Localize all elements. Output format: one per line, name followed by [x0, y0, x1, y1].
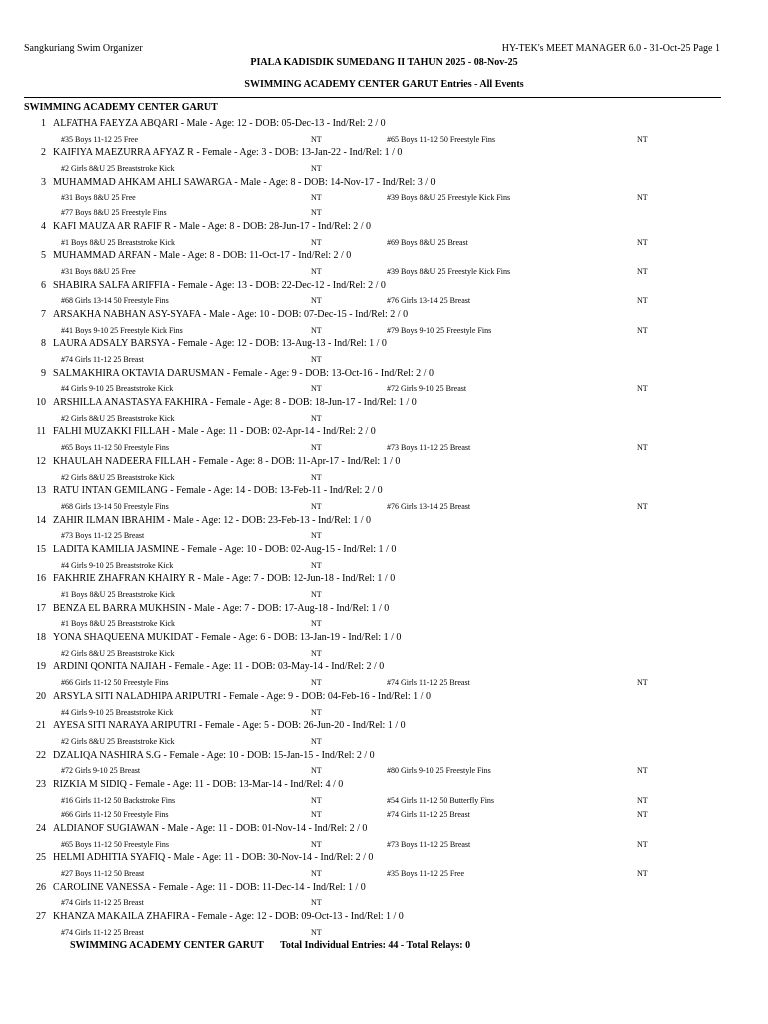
event-line — [0, 528, 768, 543]
swimmer-entry — [0, 176, 768, 220]
entry-number: 12 — [36, 455, 46, 467]
swimmer-line — [0, 719, 768, 734]
event-name: #4 Girls 9-10 25 Breaststroke Kick — [61, 707, 174, 717]
seed-time: NT — [311, 590, 322, 599]
event-line — [0, 205, 768, 220]
event-name: #74 Girls 11-12 25 Breast — [61, 927, 144, 937]
swimmer-details: KHAULAH NADEERA FILLAH - Female - Age: 8 - DOB: 11-Apr-17 - Ind/Rel: 1 / 0 — [53, 455, 401, 467]
entry-number: 7 — [41, 308, 46, 320]
swimmer-entry — [0, 367, 768, 396]
entry-number: 27 — [36, 911, 46, 923]
seed-time: NT — [311, 134, 322, 144]
organizer-name: Sangkuriang Swim Organizer — [24, 43, 143, 54]
event-line — [0, 866, 768, 881]
swimmer-line — [0, 631, 768, 646]
entry-number: 25 — [36, 852, 46, 864]
swimmer-entry — [0, 660, 768, 689]
seed-time: NT — [311, 927, 322, 937]
seed-time: NT — [311, 325, 322, 335]
swimmer-entry — [0, 514, 768, 543]
swimmer-entry — [0, 690, 768, 719]
event-name: #54 Girls 11-12 50 Butterfly Fins — [387, 795, 495, 805]
seed-time: NT — [311, 795, 322, 805]
event-line — [0, 734, 768, 749]
swimmer-line — [0, 279, 768, 294]
event-name: #2 Girls 8&U 25 Breaststroke Kick — [61, 413, 175, 423]
seed-time: NT — [311, 839, 322, 849]
event-name: #16 Girls 11-12 50 Backstroke Fins — [61, 795, 176, 805]
event-line — [0, 558, 768, 573]
event-name: #79 Boys 9-10 25 Freestyle Fins — [387, 325, 492, 335]
seed-time: NT — [637, 839, 648, 849]
entry-number: 16 — [36, 573, 46, 585]
entries-list — [0, 117, 768, 940]
event-line — [0, 646, 768, 661]
swimmer-line — [0, 881, 768, 896]
swimmer-line — [0, 660, 768, 675]
swimmer-details: KAIFIYA MAEZURRA AFYAZ R - Female - Age: 3 - DOB: 13-Jan-22 - Ind/Rel: 1 / 0 — [53, 147, 403, 159]
event-line — [0, 190, 768, 205]
event-line — [0, 293, 768, 308]
event-name: #66 Girls 11-12 50 Freestyle Fins — [61, 810, 169, 820]
seed-time: NT — [311, 355, 322, 364]
event-name: #31 Boys 8&U 25 Free — [61, 266, 136, 276]
entry-number: 6 — [41, 279, 46, 291]
event-line — [0, 837, 768, 852]
event-name: #69 Boys 8&U 25 Breast — [387, 237, 468, 247]
event-name: #2 Girls 8&U 25 Breaststroke Kick — [61, 648, 175, 658]
event-name: #27 Boys 11-12 50 Breast — [61, 869, 145, 879]
swimmer-entry — [0, 279, 768, 308]
swimmer-entry — [0, 881, 768, 910]
seed-time: NT — [637, 237, 648, 247]
swimmer-entry — [0, 425, 768, 454]
seed-time: NT — [637, 501, 648, 511]
entry-number: 5 — [41, 250, 46, 262]
event-line — [0, 895, 768, 910]
event-name: #74 Girls 11-12 25 Breast — [387, 810, 470, 820]
seed-time: NT — [311, 678, 322, 688]
event-name: #65 Boys 11-12 50 Freestyle Fins — [61, 443, 169, 453]
event-line — [0, 352, 768, 367]
seed-time: NT — [637, 766, 648, 776]
meet-title: PIALA KADISDIK SUMEDANG II TAHUN 2025 - 08-Nov-25 — [250, 57, 518, 68]
seed-time: NT — [311, 384, 322, 394]
event-name: #68 Girls 13-14 50 Freestyle Fins — [61, 296, 169, 306]
swimmer-details: FALHI MUZAKKI FILLAH - Male - Age: 11 - DOB: 02-Apr-14 - Ind/Rel: 2 / 0 — [53, 426, 376, 438]
event-name: #1 Boys 8&U 25 Breaststroke Kick — [61, 619, 175, 629]
seed-time: NT — [311, 164, 322, 174]
event-name: #80 Girls 9-10 25 Freestyle Fins — [387, 766, 491, 776]
entry-number: 24 — [36, 823, 46, 834]
seed-time: NT — [311, 413, 322, 423]
seed-time: NT — [637, 810, 648, 820]
swimmer-line — [0, 749, 768, 764]
seed-time: NT — [637, 795, 648, 805]
event-name: #65 Boys 11-12 50 Freestyle Fins — [387, 134, 495, 144]
event-name: #72 Girls 9-10 25 Breast — [61, 766, 141, 776]
swimmer-details: ARSAKHA NABHAN ASY-SYAFA - Male - Age: 10 - DOB: 07-Dec-15 - Ind/Rel: 2 / 0 — [53, 308, 409, 320]
swimmer-entry — [0, 543, 768, 572]
swimmer-entry — [0, 484, 768, 513]
swimmer-entry — [0, 910, 768, 939]
entry-number: 9 — [41, 367, 46, 379]
swimmer-line — [0, 396, 768, 411]
event-name: #72 Girls 9-10 25 Breast — [387, 384, 467, 394]
event-name: #2 Girls 8&U 25 Breaststroke Kick — [61, 164, 175, 174]
event-name: #74 Girls 11-12 25 Breast — [61, 355, 144, 364]
swimmer-entry — [0, 602, 768, 631]
swimmer-entry — [0, 220, 768, 249]
seed-time: NT — [637, 678, 648, 688]
event-name: #35 Boys 11-12 25 Free — [387, 869, 465, 879]
swimmer-entry — [0, 778, 768, 822]
swimmer-entry — [0, 308, 768, 337]
event-name: #2 Girls 8&U 25 Breaststroke Kick — [61, 472, 175, 482]
swimmer-details: ARSHILLA ANASTASYA FAKHIRA - Female - Age: 8 - DOB: 18-Jun-17 - Ind/Rel: 1 / 0 — [53, 397, 417, 409]
swimmer-entry — [0, 631, 768, 660]
entry-number: 3 — [41, 176, 46, 188]
seed-time: NT — [311, 736, 322, 746]
swimmer-details: FAKHRIE ZHAFRAN KHAIRY R - Male - Age: 7 - DOB: 12-Jun-18 - Ind/Rel: 1 / 0 — [53, 573, 396, 585]
swimmer-entry — [0, 146, 768, 175]
seed-time: NT — [311, 472, 322, 482]
swimmer-details: YONA SHAQUEENA MUKIDAT - Female - Age: 6 - DOB: 13-Jan-19 - Ind/Rel: 1 / 0 — [53, 632, 402, 644]
entry-number: 20 — [36, 690, 46, 702]
swimmer-details: ARSYLA SITI NALADHIPA ARIPUTRI - Female - Age: 9 - DOB: 04-Feb-16 - Ind/Rel: 1 / 0 — [53, 690, 431, 702]
swimmer-entry — [0, 117, 768, 146]
seed-time: NT — [637, 443, 648, 453]
swimmer-line — [0, 514, 768, 529]
seed-time: NT — [637, 296, 648, 306]
event-name: #1 Boys 8&U 25 Breaststroke Kick — [61, 590, 175, 599]
event-line — [0, 587, 768, 602]
entry-number: 4 — [41, 220, 46, 232]
swimmer-line — [0, 117, 768, 132]
event-line — [0, 616, 768, 631]
swimmer-details: KHANZA MAKAILA ZHAFIRA - Female - Age: 12 - DOB: 09-Oct-13 - Ind/Rel: 1 / 0 — [53, 911, 404, 923]
swimmer-details: CAROLINE VANESSA - Female - Age: 11 - DOB: 11-Dec-14 - Ind/Rel: 1 / 0 — [53, 881, 366, 893]
swimmer-details: ARDINI QONITA NAJIAH - Female - Age: 11 - DOB: 03-May-14 - Ind/Rel: 2 / 0 — [53, 661, 385, 673]
event-name: #41 Boys 9-10 25 Freestyle Kick Fins — [61, 325, 183, 335]
entry-number: 10 — [36, 397, 46, 409]
seed-time: NT — [637, 134, 648, 144]
event-line — [0, 381, 768, 396]
swimmer-line — [0, 176, 768, 191]
software-version: HY-TEK's MEET MANAGER 6.0 - 31-Oct-25 Page 1 — [501, 43, 720, 54]
swimmer-details: RIZKIA M SIDIQ - Female - Age: 11 - DOB: 13-Mar-14 - Ind/Rel: 4 / 0 — [53, 778, 344, 790]
swimmer-details: AYESA SITI NARAYA ARIPUTRI - Female - Age: 5 - DOB: 26-Jun-20 - Ind/Rel: 1 / 0 — [53, 720, 406, 732]
seed-time: NT — [311, 193, 322, 203]
swimmer-line — [0, 572, 768, 587]
swimmer-line — [0, 146, 768, 161]
swimmer-line — [0, 602, 768, 617]
seed-time: NT — [311, 869, 322, 879]
event-line — [0, 925, 768, 940]
swimmer-line — [0, 337, 768, 352]
seed-time: NT — [311, 443, 322, 453]
event-name: #74 Girls 11-12 25 Breast — [387, 678, 470, 688]
event-line — [0, 161, 768, 176]
swimmer-details: KAFI MAUZA AR RAFIF R - Male - Age: 8 - DOB: 28-Jun-17 - Ind/Rel: 2 / 0 — [53, 220, 372, 232]
event-name: #76 Girls 13-14 25 Breast — [387, 296, 471, 306]
swimmer-details: ALFATHA FAEYZA ABQARI - Male - Age: 12 - DOB: 05-Dec-13 - Ind/Rel: 2 / 0 — [53, 118, 386, 129]
event-name: #66 Girls 11-12 50 Freestyle Fins — [61, 678, 169, 688]
seed-time: NT — [311, 296, 322, 306]
swimmer-entry — [0, 572, 768, 601]
event-line — [0, 470, 768, 485]
event-name: #77 Boys 8&U 25 Freestyle Fins — [61, 208, 167, 218]
swimmer-details: LADITA KAMILIA JASMINE - Female - Age: 10 - DOB: 02-Aug-15 - Ind/Rel: 1 / 0 — [53, 543, 397, 555]
swimmer-line — [0, 690, 768, 705]
event-name: #73 Boys 11-12 25 Breast — [61, 531, 145, 541]
report-title: SWIMMING ACADEMY CENTER GARUT Entries - All Events — [244, 79, 524, 90]
swimmer-entry — [0, 749, 768, 778]
swimmer-line — [0, 220, 768, 235]
event-name: #31 Boys 8&U 25 Free — [61, 193, 136, 203]
swimmer-line — [0, 543, 768, 558]
event-name: #76 Girls 13-14 25 Breast — [387, 501, 471, 511]
swimmer-entry — [0, 249, 768, 278]
entry-number: 2 — [41, 147, 46, 159]
event-line — [0, 132, 768, 147]
swimmer-details: SALMAKHIRA OKTAVIA DARUSMAN - Female - Age: 9 - DOB: 13-Oct-16 - Ind/Rel: 2 / 0 — [53, 367, 434, 379]
entry-number: 23 — [36, 778, 46, 790]
seed-time: NT — [311, 766, 322, 776]
seed-time: NT — [311, 810, 322, 820]
entry-number: 11 — [36, 426, 46, 438]
seed-time: NT — [311, 898, 322, 908]
event-name: #74 Girls 11-12 25 Breast — [61, 898, 144, 908]
seed-time: NT — [311, 648, 322, 658]
event-line — [0, 793, 768, 808]
team-heading: SWIMMING ACADEMY CENTER GARUT — [24, 102, 218, 113]
seed-time: NT — [637, 266, 648, 276]
event-name: #68 Girls 13-14 50 Freestyle Fins — [61, 501, 169, 511]
event-name: #4 Girls 9-10 25 Breaststroke Kick — [61, 384, 174, 394]
seed-time: NT — [311, 237, 322, 247]
event-line — [0, 705, 768, 720]
entry-number: 13 — [36, 485, 46, 497]
event-line — [0, 235, 768, 250]
event-line — [0, 807, 768, 822]
entry-number: 21 — [36, 720, 46, 732]
entry-number: 18 — [36, 632, 46, 644]
swimmer-line — [0, 425, 768, 440]
header-divider — [24, 97, 721, 98]
event-name: #39 Boys 8&U 25 Freestyle Kick Fins — [387, 266, 511, 276]
seed-time: NT — [637, 193, 648, 203]
swimmer-details: ZAHIR ILMAN IBRAHIM - Male - Age: 12 - DOB: 23-Feb-13 - Ind/Rel: 1 / 0 — [53, 514, 372, 526]
entry-number: 8 — [41, 338, 46, 350]
swimmer-details: MUHAMMAD AHKAM AHLI SAWARGA - Male - Age: 8 - DOB: 14-Nov-17 - Ind/Rel: 3 / 0 — [53, 176, 436, 188]
event-line — [0, 763, 768, 778]
event-line — [0, 675, 768, 690]
swimmer-line — [0, 778, 768, 793]
swimmer-line — [0, 484, 768, 499]
swimmer-line — [0, 308, 768, 323]
event-name: #39 Boys 8&U 25 Freestyle Kick Fins — [387, 193, 511, 203]
swimmer-details: BENZA EL BARRA MUKHSIN - Male - Age: 7 - DOB: 17-Aug-18 - Ind/Rel: 1 / 0 — [53, 602, 390, 614]
seed-time: NT — [637, 325, 648, 335]
entry-number: 22 — [36, 749, 46, 761]
seed-time: NT — [311, 560, 322, 570]
total-counts: Total Individual Entries: 44 - Total Relays: 0 — [280, 940, 471, 951]
event-line — [0, 323, 768, 338]
swimmer-line — [0, 249, 768, 264]
event-line — [0, 411, 768, 426]
seed-time: NT — [311, 707, 322, 717]
swimmer-entry — [0, 337, 768, 366]
event-name: #4 Girls 9-10 25 Breaststroke Kick — [61, 560, 174, 570]
team-total-line — [70, 940, 484, 951]
event-line — [0, 264, 768, 279]
swimmer-line — [0, 851, 768, 866]
total-team-name: SWIMMING ACADEMY CENTER GARUT — [70, 940, 264, 951]
swimmer-details: LAURA ADSALY BARSYA - Female - Age: 12 - DOB: 13-Aug-13 - Ind/Rel: 1 / 0 — [53, 338, 387, 350]
seed-time: NT — [311, 619, 322, 629]
seed-time: NT — [311, 531, 322, 541]
event-name: #1 Boys 8&U 25 Breaststroke Kick — [61, 237, 175, 247]
seed-time: NT — [311, 266, 322, 276]
event-name: #73 Boys 11-12 25 Breast — [387, 839, 471, 849]
event-name: #65 Boys 11-12 50 Freestyle Fins — [61, 839, 169, 849]
entry-number: 15 — [36, 543, 46, 555]
swimmer-line — [0, 367, 768, 382]
event-line — [0, 499, 768, 514]
entry-number: 1 — [41, 118, 46, 129]
swimmer-details: RATU INTAN GEMILANG - Female - Age: 14 - DOB: 13-Feb-11 - Ind/Rel: 2 / 0 — [53, 485, 383, 497]
event-name: #2 Girls 8&U 25 Breaststroke Kick — [61, 736, 175, 746]
entry-number: 19 — [36, 661, 46, 673]
entry-number: 17 — [36, 602, 46, 614]
swimmer-line — [0, 910, 768, 925]
event-line — [0, 440, 768, 455]
swimmer-entry — [0, 719, 768, 748]
entry-number: 14 — [36, 514, 46, 526]
swimmer-details: HELMI ADHITIA SYAFIQ - Male - Age: 11 - DOB: 30-Nov-14 - Ind/Rel: 2 / 0 — [53, 852, 374, 864]
swimmer-details: MUHAMMAD ARFAN - Male - Age: 8 - DOB: 11-Oct-17 - Ind/Rel: 2 / 0 — [53, 250, 352, 262]
swimmer-details: ALDIANOF SUGIAWAN - Male - Age: 11 - DOB: 01-Nov-14 - Ind/Rel: 2 / 0 — [53, 823, 368, 834]
swimmer-entry — [0, 455, 768, 484]
swimmer-details: SHABIRA SALFA ARIFFIA - Female - Age: 13 - DOB: 22-Dec-12 - Ind/Rel: 2 / 0 — [53, 279, 386, 291]
event-name: #73 Boys 11-12 25 Breast — [387, 443, 471, 453]
seed-time: NT — [311, 208, 322, 218]
swimmer-entry — [0, 822, 768, 851]
swimmer-details: DZALIQA NASHIRA S.G - Female - Age: 10 - DOB: 15-Jan-15 - Ind/Rel: 2 / 0 — [53, 749, 375, 761]
swimmer-line — [0, 455, 768, 470]
seed-time: NT — [637, 384, 648, 394]
seed-time: NT — [637, 869, 648, 879]
swimmer-entry — [0, 851, 768, 880]
entry-number: 26 — [36, 881, 46, 893]
event-name: #35 Boys 11-12 25 Free — [61, 134, 139, 144]
swimmer-line — [0, 822, 768, 837]
swimmer-entry — [0, 396, 768, 425]
seed-time: NT — [311, 501, 322, 511]
